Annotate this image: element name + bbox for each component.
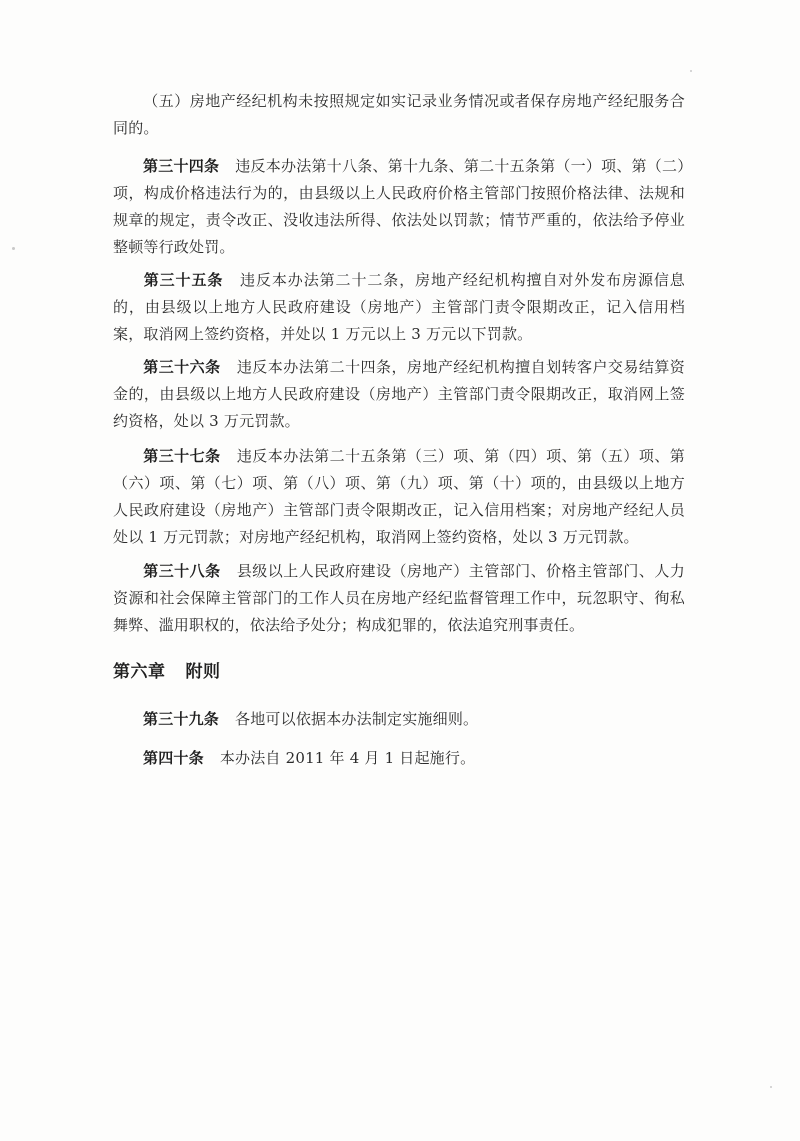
article-35-paragraph: [113, 267, 685, 348]
article-39-text: 各地可以依据本办法制定实施细则。: [235, 710, 479, 728]
article-34-paragraph: [113, 153, 685, 261]
article-36-text: 违反本办法第二十四条，房地产经纪机构擅自划转客户交易结算资金的，由县级以上地方人民政府建设（房地产）主管部门责令限期改正，取消网上签约资格，处以 3 万元罚款。: [113, 358, 685, 430]
article-34-number: 第三十四条: [143, 157, 220, 175]
article-37-paragraph: [113, 443, 685, 551]
article-40-number: 第四十条: [143, 749, 204, 767]
article-38-number: 第三十八条: [143, 562, 221, 580]
article-35-number: 第三十五条: [143, 271, 224, 289]
item-5-paragraph: [113, 88, 685, 142]
article-39-number: 第三十九条: [143, 710, 220, 728]
scan-speck: [770, 1086, 772, 1088]
chapter-6-title: 附则: [185, 662, 221, 682]
article-39-paragraph: [113, 706, 685, 733]
chapter-6-heading: [113, 657, 221, 682]
article-37-number: 第三十七条: [143, 447, 221, 465]
article-36-paragraph: [113, 354, 685, 435]
article-34-text: 违反本办法第十八条、第十九条、第二十五条第（一）项、第（二）项，构成价格违法行为的，由县级以上人民政府价格主管部门按照价格法律、法规和规章的规定，责令改正、没收违法所得、依法处以罚款；情节严重的，依法给予停业整顿等行政处罚。: [113, 157, 685, 256]
article-37-text: 违反本办法第二十五条第（三）项、第（四）项、第（五）项、第（六）项、第（七）项、第（八）项、第（九）项、第（十）项的，由县级以上地方人民政府建设（房地产）主管部门责令限期改正，记入信用档案；对房地产经纪人员处以 1 万元罚款；对房地产经纪机构，取消网上签约资格，处以 3 万元罚款。: [113, 447, 685, 546]
article-38-text: 县级以上人民政府建设（房地产）主管部门、价格主管部门、人力资源和社会保障主管部门的工作人员在房地产经纪监督管理工作中，玩忽职守、徇私舞弊、滥用职权的，依法给予处分；构成犯罪的，依法追究刑事责任。: [113, 562, 685, 634]
chapter-6-number: 第六章: [113, 662, 166, 682]
article-40-paragraph: [113, 745, 685, 772]
article-36-number: 第三十六条: [143, 358, 221, 376]
article-38-paragraph: [113, 558, 685, 639]
scan-speck: [690, 70, 692, 72]
item-5-text: （五）房地产经纪机构未按照规定如实记录业务情况或者保存房地产经纪服务合同的。: [113, 92, 685, 137]
article-40-text: 本办法自 2011 年 4 月 1 日起施行。: [219, 749, 476, 767]
article-35-text: 违反本办法第二十二条，房地产经纪机构擅自对外发布房源信息的，由县级以上地方人民政府建设（房地产）主管部门责令限期改正，记入信用档案，取消网上签约资格，并处以 1 万元以上 3 万元以下罚款。: [113, 271, 685, 343]
scan-speck: [12, 247, 15, 250]
